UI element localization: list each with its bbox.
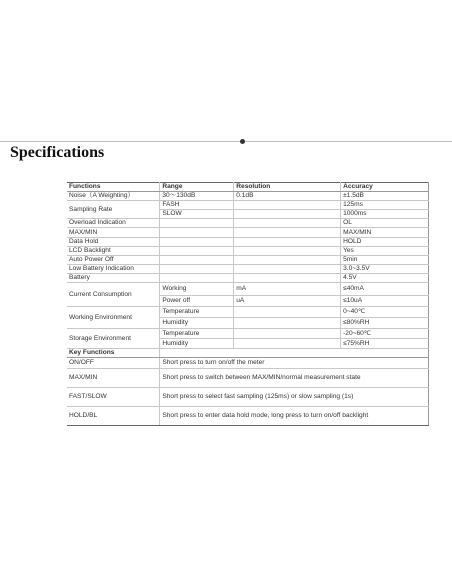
- header-accuracy: Accuracy: [341, 183, 429, 192]
- page-title: Specifications: [10, 144, 105, 161]
- header-resolution: Resolution: [234, 183, 341, 192]
- key-name: HOLD/BL: [67, 407, 160, 426]
- row-label: Storage Environment: [67, 329, 160, 349]
- row-range: [160, 237, 234, 246]
- row-range: SLOW: [160, 210, 234, 219]
- row-label: Sampling Rate: [67, 201, 160, 219]
- header-range: Range: [160, 183, 234, 192]
- row-resolution: [234, 339, 341, 349]
- row-range: [160, 219, 234, 228]
- table-header-row: [67, 183, 429, 192]
- row-resolution: uA: [234, 296, 341, 307]
- table-row: [67, 237, 429, 246]
- key-function-row: [67, 407, 429, 426]
- row-range: FASH: [160, 201, 234, 210]
- row-range: Temperature: [160, 307, 234, 318]
- key-description: Short press to select fast sampling (125ms) or slow sampling (1s): [160, 388, 429, 407]
- key-description: Short press to turn on/off the meter: [160, 358, 429, 369]
- row-range: [160, 264, 234, 273]
- row-resolution: [234, 329, 341, 339]
- row-label: Battery: [67, 273, 160, 282]
- row-resolution: [234, 255, 341, 264]
- table-row: [67, 219, 429, 228]
- key-name: FAST/SLOW: [67, 388, 160, 407]
- row-resolution: [234, 307, 341, 318]
- row-resolution: [234, 246, 341, 255]
- row-label: Overload Indication: [67, 219, 160, 228]
- table-row: [67, 273, 429, 282]
- key-name: MAX/MIN: [67, 369, 160, 388]
- row-range: [160, 255, 234, 264]
- row-accuracy: 5min: [341, 255, 429, 264]
- row-accuracy: ≤40mA: [341, 283, 429, 296]
- table-row: [67, 228, 429, 237]
- row-resolution: [234, 318, 341, 329]
- table-row: [67, 246, 429, 255]
- row-range: Temperature: [160, 329, 234, 339]
- row-accuracy: 0~40℃: [341, 307, 429, 318]
- key-functions-header-blank: [160, 349, 429, 358]
- row-resolution: [234, 273, 341, 282]
- row-resolution: [234, 219, 341, 228]
- row-resolution: [234, 228, 341, 237]
- key-name: ON/OFF: [67, 358, 160, 369]
- row-label: Data Hold: [67, 237, 160, 246]
- row-accuracy: ≤75%RH: [341, 339, 429, 349]
- row-label: Noise（A Weighting）: [67, 192, 160, 201]
- row-accuracy: ≤10uA: [341, 296, 429, 307]
- specifications-table: [67, 182, 429, 426]
- top-divider: [0, 141, 452, 142]
- key-functions-header: Key Functions: [67, 349, 160, 358]
- row-accuracy: Yes: [341, 246, 429, 255]
- row-label: MAX/MIN: [67, 228, 160, 237]
- key-functions-header-row: [67, 349, 429, 358]
- table-row: [67, 329, 429, 339]
- row-accuracy: 4.5V: [341, 273, 429, 282]
- row-accuracy: -20~60℃: [341, 329, 429, 339]
- row-label: LCD Backlight: [67, 246, 160, 255]
- row-range: Humidity: [160, 339, 234, 349]
- row-accuracy: OL: [341, 219, 429, 228]
- row-range: Power off: [160, 296, 234, 307]
- row-range: Humidity: [160, 318, 234, 329]
- table-row: [67, 255, 429, 264]
- row-label: Low Battery Indication: [67, 264, 160, 273]
- row-label: Current Consumption: [67, 283, 160, 307]
- key-function-row: [67, 369, 429, 388]
- row-range: [160, 246, 234, 255]
- row-range: 30～130dB: [160, 192, 234, 201]
- table-row: [67, 283, 429, 296]
- row-label: Auto Power Off: [67, 255, 160, 264]
- row-resolution: 0.1dB: [234, 192, 341, 201]
- table-row: [67, 201, 429, 210]
- row-resolution: [234, 264, 341, 273]
- row-resolution: mA: [234, 283, 341, 296]
- row-accuracy: 3.0~3.5V: [341, 264, 429, 273]
- row-resolution: [234, 201, 341, 210]
- row-range: [160, 273, 234, 282]
- row-resolution: [234, 237, 341, 246]
- row-accuracy: ≤80%RH: [341, 318, 429, 329]
- table-row: [67, 192, 429, 201]
- table-row: [67, 264, 429, 273]
- key-description: Short press to switch between MAX/MIN/normal measurement state: [160, 369, 429, 388]
- key-description: Short press to enter data hold mode, long press to turn on/off backlight: [160, 407, 429, 426]
- row-accuracy: 1000ms: [341, 210, 429, 219]
- row-range: Working: [160, 283, 234, 296]
- row-accuracy: ±1.5dB: [341, 192, 429, 201]
- row-label: Working Environment: [67, 307, 160, 329]
- row-accuracy: HOLD: [341, 237, 429, 246]
- row-accuracy: 125ms: [341, 201, 429, 210]
- key-function-row: [67, 358, 429, 369]
- row-accuracy: MAX/MIN: [341, 228, 429, 237]
- divider-dot: [240, 139, 245, 144]
- row-resolution: [234, 210, 341, 219]
- header-functions: Functions: [67, 183, 160, 192]
- table-row: [67, 307, 429, 318]
- key-function-row: [67, 388, 429, 407]
- row-range: [160, 228, 234, 237]
